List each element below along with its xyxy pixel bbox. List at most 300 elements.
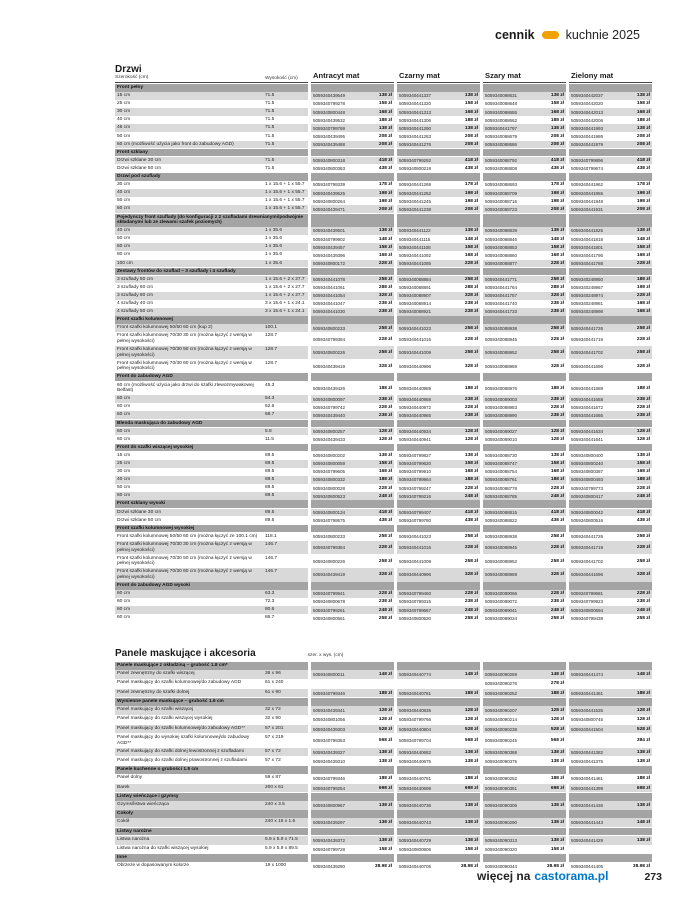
product-code: 5059340799780 [399,517,431,523]
product-price: 168 zł [550,109,564,115]
product-code: 5059340440682 [399,749,431,755]
table-row [115,590,655,598]
product-price: 438 zł [550,517,564,523]
product-price: 328 zł [550,572,564,578]
product-label: Listwa narożna [117,836,150,842]
section-row [115,444,655,452]
product-price: 188 zł [636,477,650,483]
product-code: 5059340442006 [571,117,603,123]
product-code: 5059340799339 [313,182,345,188]
product-code: 5059340248974 [571,293,603,299]
table-row [115,517,655,525]
product-code: 5059340440941 [399,437,431,443]
product-price: 158 zł [378,461,392,467]
product-code: 5059340799575 [313,517,345,523]
product-label: 50 cm [117,236,131,242]
product-code: 5059340248998 [571,309,603,315]
product-code: 5059340441092 [399,252,431,258]
table-row [115,492,655,500]
product-price: 138 zł [636,749,650,755]
product-price: 138 zł [464,93,478,99]
product-label: 60 cm [117,428,131,434]
table-row [115,395,655,403]
product-code: 5059340088686 [485,141,517,147]
product-price: 138 zł [464,820,478,826]
product-code: 5059340800417 [571,493,603,499]
table-row [115,533,655,541]
table-row [115,484,655,492]
section-row [115,214,655,227]
section-row [115,525,655,533]
table-row [115,452,655,460]
product-price: 288 zł [378,285,392,291]
product-code: 5059340439297 [313,820,345,826]
table-row [115,403,655,411]
product-price: 248 zł [550,607,564,613]
product-size: 62.6 [265,404,275,410]
product-price: 38.98 zł [546,864,564,870]
product-price: 138 zł [636,125,650,131]
product-label: Front szafki kolumnowej 70/30 30 cm (można łączyć z wersją w pełnej wysokości) [117,541,252,553]
product-code: 5059340441719 [571,545,603,551]
table-row [115,382,655,395]
product-code: 5059340088631 [485,93,517,99]
product-code: 5059340088969 [485,572,517,578]
product-code: 5059340441085 [399,260,431,266]
product-code: 5059340800219 [399,166,431,172]
product-price: 328 zł [550,293,564,299]
product-code: 5059340799247 [399,485,431,491]
product-label: 50 cm [117,485,131,491]
table-row [115,292,655,300]
product-price: 138 zł [378,93,392,99]
product-price: 198 zł [636,198,650,204]
product-price: 188 zł [464,776,478,782]
product-size: 71.5 [265,133,275,139]
product-code: 5059340800257 [313,428,345,434]
color-column-header: Czarny mat [397,64,480,83]
product-price: 128 zł [550,707,564,713]
table-row [115,324,655,332]
color-column-header: Szary mat [483,64,566,83]
section-label: Front szklany [117,149,148,155]
product-size: 3 x 15.6 + 1 x 24.1 [265,301,305,307]
product-code: 5059340439419 [313,363,345,369]
product-code: 5059340441023 [399,325,431,331]
product-price: 138 zł [636,758,650,764]
product-price: 188 zł [464,690,478,696]
product-code: 5059340088853 [485,244,517,250]
product-code: 5059340442020 [571,101,603,107]
product-code: 5059340440972 [399,404,431,410]
product-label: Cokół [117,819,130,825]
product-code: 5059340441016 [399,545,431,551]
table-row [115,670,655,679]
product-code: 5059340088914 [399,301,431,307]
product-price: 148 zł [636,671,650,677]
section-label: Listwy wieńczące i gzymsy [117,793,179,799]
product-price: 238 zł [378,309,392,315]
product-code: 5059340440804 [399,726,431,732]
product-price: 188 zł [636,776,650,782]
product-label: Panel maskujący do szafki dolnej lewostronnej z szufladami [117,748,244,754]
product-code: 5059340800332 [313,477,345,483]
product-code: 5059340800678 [313,599,345,605]
product-code: 5059340800059 [313,461,345,467]
product-price: 168 zł [636,301,650,307]
product-code: 5059340800172 [313,260,345,266]
product-price: 238 zł [464,301,478,307]
product-code: 5059340090245 [485,738,517,744]
product-code: 5059340800226 [313,350,345,356]
product-price: 138 zł [636,228,650,234]
product-label: Front szafki kolumnowej 70/30 60 cm (można łączyć z wersją w pełnej wysokości) [117,569,252,580]
product-size: 1 x 15.6 + 2 x 27.7 [265,292,305,298]
product-code: 5059340440729 [399,837,431,843]
product-price: 168 zł [464,109,478,115]
product-size: 1 x 15.6 + 1 x 55.7 [265,190,305,196]
product-price: 188 zł [378,776,392,782]
section-label: Front szafki kolumnowej [117,317,173,323]
product-code: 5059340801056 [313,717,345,723]
product-code: 5059340441245 [399,198,431,204]
product-price: 158 zł [378,244,392,250]
product-code: 5059340441726 [571,325,603,331]
product-code: 5059340090344 [485,864,517,870]
product-code: 5059340441030 [313,309,345,315]
section-label: Front szklany wysoki [117,501,166,507]
product-code: 5059340800240 [571,461,603,467]
product-code: 5059340799910 [399,469,431,475]
brand-season-label: kuchnie 2025 [565,28,640,42]
product-code: 5059340440781 [399,690,431,696]
section-row [115,766,655,774]
product-code: 5059340439471 [313,206,345,212]
product-code: 5059340442013 [571,109,603,115]
size-column-header: szer. x wys. (cm) [307,652,344,658]
product-code: 5059340439372 [313,837,345,843]
product-code: 5059340440699 [399,785,431,791]
product-label: Drzwi szklane 50 cm [117,517,161,523]
product-price: 418 zł [464,509,478,515]
product-price: 528 zł [550,726,564,732]
product-code: 5059340441238 [399,206,431,212]
product-label: 80 cm [117,252,131,258]
product-price: 258 zł [378,534,392,540]
product-price: 188 zł [378,477,392,483]
product-price: 248 zł [636,607,650,613]
product-price: 238 zł [550,396,564,402]
product-price: 238 zł [378,599,392,605]
table-row [115,748,655,757]
product-label: 60 cm [117,615,131,621]
product-code: 5059340441443 [571,820,603,826]
product-price: 188 zł [636,117,650,123]
product-code: 5059340090306 [485,802,517,808]
product-code: 5059340800561 [313,615,345,621]
product-price: 438 zł [464,517,478,523]
product-code: 5059340248967 [571,285,603,291]
product-price: 128 zł [464,707,478,713]
product-code: 5059340088747 [485,461,517,467]
product-size: 71.5 [265,125,275,131]
product-label: Drzwi szklane 30 cm [117,157,161,163]
product-label: Gzyms/listwa wieńcząca [117,802,169,807]
table-row [115,332,655,345]
product-price: 38.98 zł [460,864,478,870]
product-code: 5059340088679 [485,133,517,139]
table-row [115,725,655,734]
product-price: 258 zł [636,615,650,621]
product-price: 248 zł [464,493,478,499]
product-price: 168 zł [636,469,650,475]
product-price: 228 zł [550,545,564,551]
product-size: 5.8 [265,428,272,434]
product-label: 30 cm [117,182,131,188]
product-label: Panel zewnętrzny do szafki wiszącej [117,671,195,677]
product-code: 5059340441023 [399,534,431,540]
product-size: 61 x 90 [265,689,281,695]
product-size: 89.5 [265,452,275,458]
product-code: 5059340441733 [485,309,517,315]
product-price: 138 zł [378,820,392,826]
product-price: 178 zł [550,182,564,188]
product-size: 1 x 15.6 + 1 x 55.7 [265,198,305,204]
product-price: 258 zł [550,277,564,283]
product-code: 5059340441764 [485,285,517,291]
product-price: 228 zł [378,404,392,410]
product-size: 71.5 [265,141,275,147]
product-code: 5059340799438 [571,615,603,621]
table-row [115,235,655,243]
product-price: 158 zł [636,101,650,107]
product-label: 40 cm [117,477,131,483]
table-row [115,124,655,132]
color-column-header: Antracyt mat [311,64,394,83]
table-row [115,360,655,373]
table-row [115,845,655,854]
section-label: Cokoły [117,811,133,817]
product-price: 148 zł [464,236,478,242]
product-code: 5059340439488 [313,141,345,147]
table-row [115,165,655,173]
product-code: 5059340799278 [313,101,345,107]
section-row [115,84,655,92]
product-code: 5059340441702 [571,350,603,356]
product-code: 5059340439495 [313,133,345,139]
table-row [115,614,655,622]
product-price: 228 zł [636,591,650,597]
product-code: 5059340441672 [571,404,603,410]
product-code: 5059340439327 [313,749,345,755]
product-code: 5059340440736 [399,802,431,808]
product-price: 418 zł [550,158,564,164]
section-row [115,698,655,706]
product-price: 258 zł [378,615,392,621]
product-price: 238 zł [636,599,650,605]
product-label: Panel maskujący do szafki wiszącej [117,707,193,713]
product-price: 328 zł [464,363,478,369]
product-code: 5059340088730 [485,453,517,459]
product-price: 238 zł [378,396,392,402]
product-code: 5059340439525 [313,190,345,196]
product-code: 5059340088945 [485,545,517,551]
product-size: 146.7 [265,555,278,561]
product-code: 5059340088891 [399,285,431,291]
product-code: 5059340441399 [571,785,603,791]
product-label: 60 cm [117,436,131,442]
section-row [115,420,655,428]
product-size: 57 x 72 [265,748,281,754]
product-code: 5059340799896 [571,158,603,164]
product-code: 5059340441016 [399,336,431,342]
product-price: 138 zł [550,228,564,234]
product-code: 5059340439532 [313,117,345,123]
product-size: 89.5 [265,469,275,475]
product-code: 5059340800806 [399,846,431,852]
product-size: 32 x 90 [265,716,281,722]
product-code: 5059340441269 [399,182,431,188]
product-code: 5059340440835 [399,707,431,713]
product-price: 178 zł [636,182,650,188]
product-code: 5059340441801 [571,244,603,250]
product-code: 5059340088822 [485,517,517,523]
product-price: 138 zł [550,125,564,131]
product-code: 5059340441290 [399,125,431,131]
product-label: Front szafki kolumnowej 70/30 60 cm (można łączyć z wersją w pełnej wysokości) [117,360,252,372]
color-column-header: Zielony mat [569,64,652,83]
product-price: 168 zł [378,252,392,258]
product-price: 168 zł [378,469,392,475]
product-price: 528 zł [378,726,392,732]
table-header-left [115,64,308,83]
section-row [115,149,655,157]
product-price: 158 zł [550,101,564,107]
table-row [115,276,655,284]
product-code: 5059340441696 [571,572,603,578]
product-label: Panel maskujący do szafki wiszącej wysokiej [117,716,213,722]
product-size: 89.5 [265,509,275,515]
table-row [115,801,655,810]
product-label: 30 cm [117,469,131,475]
product-price: 238 zł [464,396,478,402]
product-code: 5059340799254 [313,785,345,791]
product-label: 60 cm (możliwość użycia jako drzwi do szafki zlewozmywakowej Belfast) [117,382,254,394]
product-price: 208 zł [378,206,392,212]
product-code: 5059340799742 [313,404,345,410]
brand-header [495,28,640,42]
product-price: 158 zł [464,846,478,852]
product-code: 5059340441481 [571,690,603,696]
table-row [115,734,655,747]
product-price: 148 zł [636,236,650,242]
product-code: 5059340090375 [485,758,517,764]
product-code: 5059340088808 [485,166,517,172]
product-price: 258 zł [378,277,392,283]
castorama-link[interactable]: castorama.pl [534,869,609,883]
product-price: 258 zł [550,325,564,331]
table-row [115,197,655,205]
product-code: 5059340088938 [485,325,517,331]
product-price: 208 zł [464,133,478,139]
table-row [115,300,655,308]
product-code: 5059340440705 [399,864,431,870]
product-price: 328 zł [550,363,564,369]
product-code: 5059340088945 [485,336,517,342]
product-code: 5059340088990 [485,412,517,418]
product-code: 5059340088907 [399,293,431,299]
product-price: 568 zł [550,738,564,744]
product-price: 258 zł [550,534,564,540]
product-code: 5059340441337 [399,93,431,99]
product-size: 86.7 [265,615,275,621]
product-code: 5059340088877 [485,260,517,266]
product-price: 238 zł [464,599,478,605]
product-code: 5059340090351 [485,785,517,791]
product-label: 40 cm [117,117,131,123]
product-code: 5059340441313 [399,109,431,115]
product-price: 528 zł [464,726,478,732]
section-row [115,582,655,590]
product-price: 188 zł [464,117,478,123]
product-price: 198 zł [464,190,478,196]
table-row [115,284,655,292]
product-code: 5059340441382 [571,749,603,755]
product-price: 128 zł [464,428,478,434]
product-price: 288 zł [464,285,478,291]
product-price: 228 zł [636,260,650,266]
table-row [115,689,655,698]
product-code: 5059340088655 [485,109,517,115]
product-price: 258 zł [378,325,392,331]
product-size: 1 x 15.6 + 1 x 55.7 [265,206,305,212]
section-row [115,828,655,836]
product-price: 258 zł [464,277,478,283]
product-code: 5059340088846 [485,236,517,242]
product-size: 1 x 15.6 + 1 x 55.7 [265,182,305,188]
product-code: 5059340799902 [313,236,345,242]
product-label: Panel dolny [117,775,143,781]
product-code: 5059340799674 [571,166,603,172]
product-code: 5059340439457 [313,244,345,250]
product-label: 60 cm [117,599,131,605]
product-price: 178 zł [378,182,392,188]
product-price: 438 zł [636,517,650,523]
product-code: 5059340248950 [571,277,603,283]
section-label: Wymienne panele maskujące – grubość 1.6 cm [117,698,224,704]
product-size: 80.6 [265,607,275,613]
product-price: 438 zł [636,166,650,172]
table-row [115,260,655,268]
product-price: 138 zł [636,453,650,459]
brand-cennik-label: cennik [495,28,535,42]
table-row [115,818,655,827]
product-label: 60 cm [117,607,131,613]
product-label: Front szafki kolumnowej 70/30 30 cm (można łączyć z wersją w pełnej wysokości) [117,333,252,344]
product-code: 5059340800318 [313,158,345,164]
product-price: 128 zł [464,717,478,723]
product-size: 118.1 [265,533,277,539]
product-price: 438 zł [550,166,564,172]
product-size: 72.3 [265,599,275,605]
product-price: 198 zł [636,190,650,196]
product-code: 5059340088716 [485,198,517,204]
product-price: 228 zł [378,260,392,266]
table-header [115,64,655,83]
product-price: 178 zł [464,182,478,188]
product-size: 89.5 [265,485,275,491]
product-price: 138 zł [550,93,564,99]
